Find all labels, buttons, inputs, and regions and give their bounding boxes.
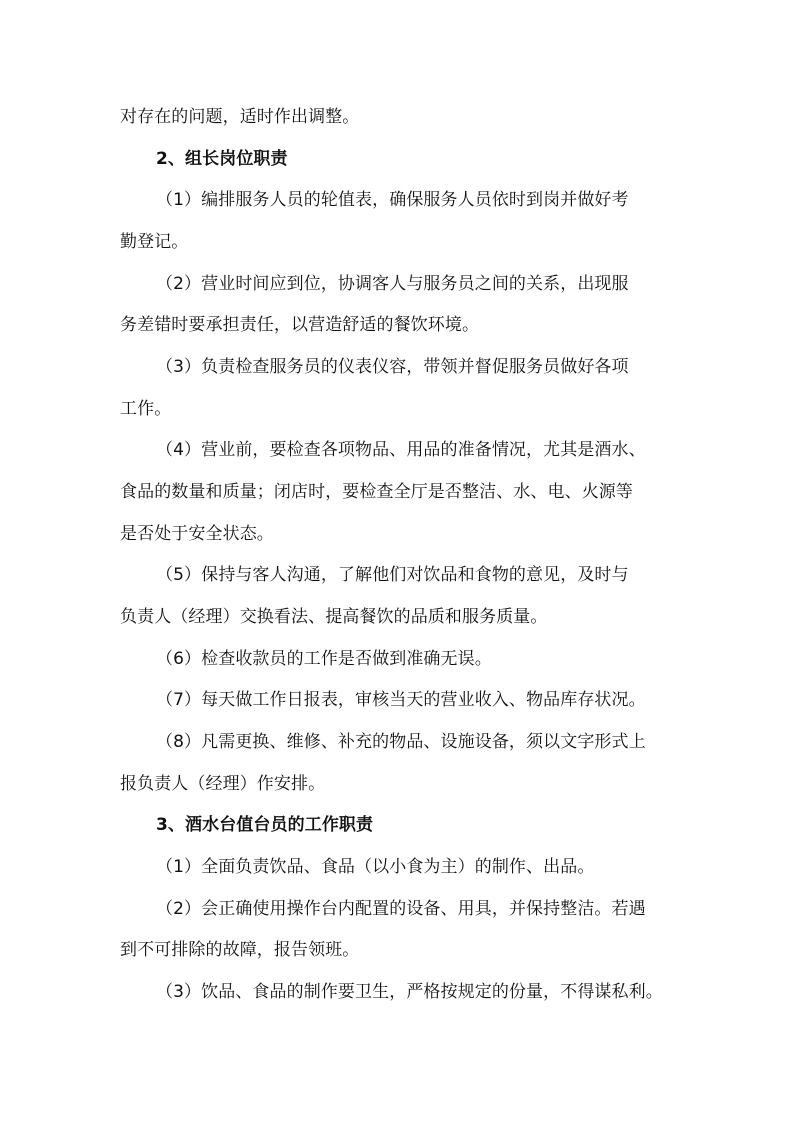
text-line: （7）每天做工作日报表，审核当天的营业收入、物品库存状况。 [156, 690, 646, 710]
text-line: 对存在的问题，适时作出调整。 [120, 107, 360, 127]
text-line: 是否处于安全状态。 [120, 524, 274, 544]
text-line: （3）负责检查服务员的仪表仪容，带领并督促服务员做好各项 [156, 357, 629, 377]
text-line: （3）饮品、食品的制作要卫生，严格按规定的份量，不得谋私利。 [156, 982, 663, 1002]
text-line: 食品的数量和质量；闭店时，要检查全厅是否整洁、水、电、火源等 [120, 482, 633, 502]
text-line: 报负责人（经理）作安排。 [120, 774, 326, 794]
text-line: （1）编排服务人员的轮值表，确保服务人员依时到岗并做好考 [156, 190, 629, 210]
text-line: 负责人（经理）交换看法、提高餐饮的品质和服务质量。 [120, 607, 548, 627]
text-line: 到不可排除的故障，报告领班。 [120, 940, 360, 960]
text-line: （5）保持与客人沟通，了解他们对饮品和食物的意见，及时与 [156, 565, 629, 585]
text-line: （6）检查收款员的工作是否做到准确无误。 [156, 649, 492, 669]
text-line: 勤登记。 [120, 232, 189, 252]
text-line: （2）会正确使用操作台内配置的设备、用具，并保持整洁。若遇 [156, 899, 646, 919]
text-line: （8）凡需更换、维修、补充的物品、设施设备，须以文字形式上 [156, 732, 646, 752]
text-line: （4）营业前，要检查各项物品、用品的准备情况，尤其是酒水、 [156, 440, 646, 460]
text-line: （2）营业时间应到位，协调客人与服务员之间的关系，出现服 [156, 274, 629, 294]
text-line: 工作。 [120, 399, 172, 419]
section-heading: 3、酒水台值台员的工作职责 [156, 815, 374, 835]
text-line: 务差错时要承担责任，以营造舒适的餐饮环境。 [120, 315, 480, 335]
section-heading: 2、组长岗位职责 [156, 149, 288, 169]
text-line: （1）全面负责饮品、食品（以小食为主）的制作、出品。 [156, 857, 595, 877]
